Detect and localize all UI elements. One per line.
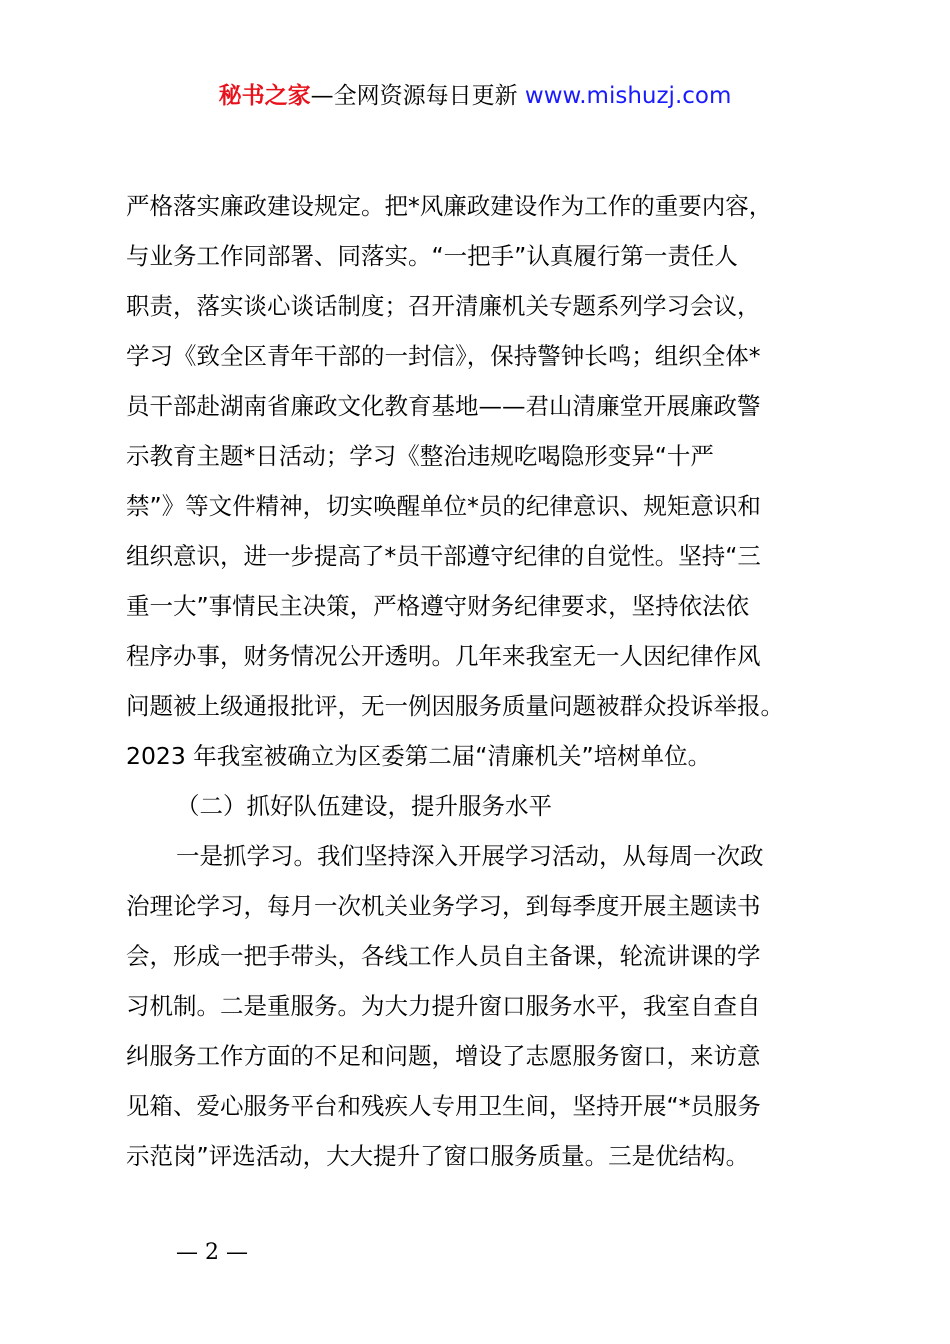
document-body bbox=[126, 181, 846, 1181]
text-line: 员干部赴湖南省廉政文化教育基地——君山清廉堂开展廉政警 bbox=[126, 392, 761, 420]
text-line: 程序办事，财务情况公开透明。几年来我室无一人因纪律作风 bbox=[126, 642, 761, 670]
text-line: 习机制。二是重服务。为大力提升窗口服务水平，我室自查自 bbox=[126, 992, 761, 1020]
site-brand: 秘书之家 bbox=[218, 83, 311, 109]
text-line: 职责，落实谈心谈话制度；召开清廉机关专题系列学习会议， bbox=[126, 292, 761, 320]
text-line: 学习《致全区青年干部的一封信》，保持警钟长鸣；组织全体* bbox=[126, 342, 761, 370]
site-header bbox=[0, 80, 950, 112]
site-url-link[interactable]: www.mishuzj.com bbox=[524, 83, 732, 109]
text-line: 重一大”事情民主决策，严格遵守财务纪律要求，坚持依法依 bbox=[126, 592, 750, 620]
text-line: 示教育主题*日活动；学习《整治违规吃喝隐形变异“十严 bbox=[126, 442, 714, 470]
text-line: 组织意识，进一步提高了*员干部遵守纪律的自觉性。坚持“三 bbox=[126, 542, 761, 570]
text-line: 一是抓学习。我们坚持深入开展学习活动，从每周一次政 bbox=[176, 842, 764, 870]
text-line: （二）抓好队伍建设，提升服务水平 bbox=[176, 792, 552, 820]
text-line: 纠服务工作方面的不足和问题，增设了志愿服务窗口，来访意 bbox=[126, 1042, 761, 1070]
text-line: 会，形成一把手带头，各线工作人员自主备课，轮流讲课的学 bbox=[126, 942, 761, 970]
page-number: — 2 — bbox=[176, 1240, 248, 1265]
text-line: 禁”》等文件精神，切实唤醒单位*员的纪律意识、规矩意识和 bbox=[126, 492, 761, 520]
text-line: 2023 年我室被确立为区委第二届“清廉机关”培树单位。 bbox=[126, 742, 712, 770]
text-line: 与业务工作同部署、同落实。“一把手”认真履行第一责任人 bbox=[126, 242, 738, 270]
text-line: 示范岗”评选活动，大大提升了窗口服务质量。三是优结构。 bbox=[126, 1142, 750, 1170]
site-tagline: —全网资源每日更新 bbox=[310, 83, 525, 109]
text-line: 治理论学习，每月一次机关业务学习，到每季度开展主题读书 bbox=[126, 892, 761, 920]
text-line: 见箱、爱心服务平台和残疾人专用卫生间，坚持开展“*员服务 bbox=[126, 1092, 761, 1120]
text-line: 问题被上级通报批评，无一例因服务质量问题被群众投诉举报。 bbox=[126, 692, 784, 720]
text-line: 严格落实廉政建设规定。把*风廉政建设作为工作的重要内容， bbox=[126, 192, 773, 220]
